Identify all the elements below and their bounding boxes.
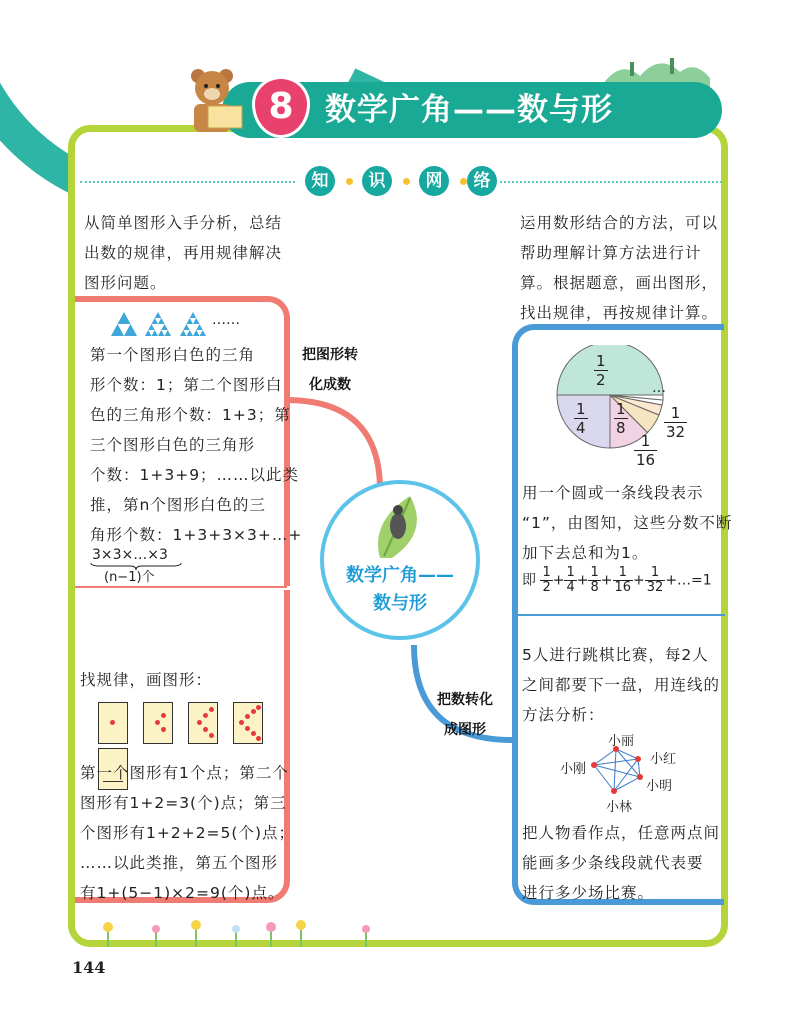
dot-box: [143, 702, 173, 744]
label-quarter: $\frac{1}{4}$: [576, 400, 586, 437]
match-graph: [590, 745, 650, 795]
heading-dot: [403, 178, 410, 185]
red-branch-divider: [75, 586, 287, 588]
right-block2: 5人进行跳棋比赛，每2人 之间都要下一盘，用连线的 方法分析：: [522, 646, 721, 724]
pie-ellipsis: …: [652, 380, 666, 396]
page-title: 数学广角——数与形: [325, 92, 613, 128]
label-eighth: $\frac{1}{8}$: [616, 400, 626, 437]
eq-term: $\frac{1}{2}$: [542, 565, 551, 595]
bear-reading-icon: [180, 66, 250, 136]
heading-char: 识: [362, 166, 392, 196]
sierpinski-triangles: [110, 308, 210, 338]
left-block2-title: 找规律，画图形：: [80, 671, 213, 689]
right-intro: 运用数形结合的方法，可以 帮助理解计算方法进行计 算。根据题意，画出图形， 找出规律，再按规律计算。: [520, 214, 719, 322]
label-thirtysecond: $\frac{1}{32}$: [666, 404, 686, 441]
heading-char: 网: [419, 166, 449, 196]
name-left: 小刚: [560, 762, 587, 777]
left-branch-label: 把图形转 化成数: [302, 347, 358, 393]
chapter-badge: 8: [252, 76, 310, 138]
sum-equation: 即 $\frac{1}{2}$ + $\frac{1}{4}$ + $\frac{1}{8}$ + $\frac{1}{16}$ + $\frac{1}{32}$ +…=1: [522, 565, 712, 595]
dot-pattern-boxes: [98, 702, 278, 744]
label-half: $\frac{1}{2}$: [596, 352, 606, 389]
label-sixteenth: $\frac{1}{16}$: [636, 432, 656, 469]
name-bottom: 小林: [606, 800, 633, 815]
dot-box: [98, 702, 128, 744]
heading-dotline-right: [500, 181, 722, 183]
heading-dot: [460, 178, 467, 185]
left-intro: 从简单图形入手分析，总结 出数的规律，再用规律解决 图形问题。: [84, 214, 283, 292]
eq-term: $\frac{1}{32}$: [646, 565, 664, 595]
heading-dot: [346, 178, 353, 185]
dot-box: [188, 702, 218, 744]
eq-term: $\frac{1}{4}$: [566, 565, 575, 595]
eq-term: $\frac{1}{8}$: [590, 565, 599, 595]
flowers-decoration: [95, 915, 385, 947]
right-branch-label: 把数转化 成图形: [437, 692, 493, 738]
left-block1: 第一个图形白色的三角 形个数：1；第二个图形白 色的三角形个数：1+3；第 三个图形白色的三角形 个数：1+3+9；……以此类 推，第n个图形白色的三 角形个数：1+3+3×3+…+: [90, 346, 303, 544]
underbrace-expr: 3×3×…×3: [92, 547, 168, 563]
name-right-top: 小红: [650, 752, 677, 767]
name-top: 小丽: [608, 734, 635, 749]
dot-box: [233, 702, 263, 744]
center-title: 数学广角—— 数与形: [346, 565, 454, 614]
heading-char: 络: [467, 166, 497, 196]
heading-char: 知: [305, 166, 335, 196]
heading-dotline-left: [80, 181, 295, 183]
underbrace-label: (n−1)个: [104, 570, 155, 585]
page-number: 144: [72, 958, 106, 977]
right-block1: 用一个圆或一条线段表示 “1”，由图知，这些分数不断 加下去总和为1。: [522, 484, 733, 562]
right-block3: 把人物看作点，任意两点间 能画多少条线段就代表要 进行多少场比赛。: [522, 824, 721, 902]
left-block2: 第一个图形有1个点；第二个 图形有1+2=3(个)点；第三 个图形有1+2+2=5(个)点； ……以此类推，第五个图形 有1+(5−1)×2=9(个)点。: [80, 764, 296, 902]
name-right-bottom: 小明: [646, 779, 673, 794]
eq-term: $\frac{1}{16}$: [614, 565, 632, 595]
leaf-beetle-icon: [370, 492, 430, 564]
triangles-ellipsis: ……: [212, 312, 240, 328]
